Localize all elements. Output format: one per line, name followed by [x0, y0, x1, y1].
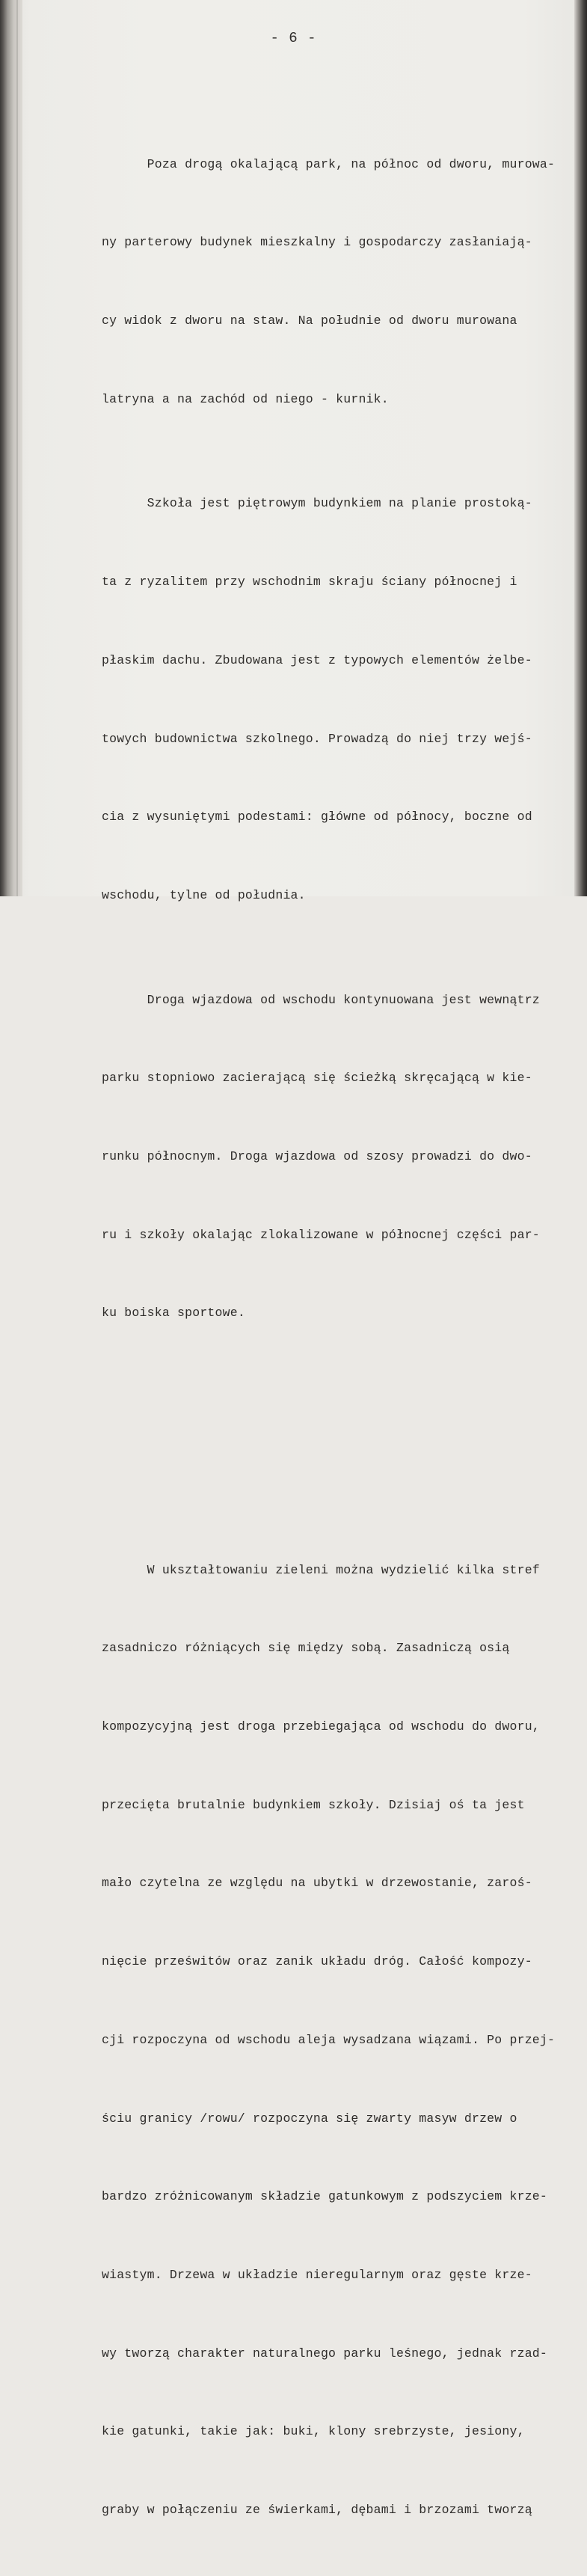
text-line: wiastym. Drzewa w układzie nieregularnym oraz gęste krze-	[102, 2267, 532, 2282]
text-line: wschodu, tylne od południa.	[102, 887, 306, 902]
text-line: bardzo zróżnicowanym składzie gatunkowym z podszyciem krze-	[102, 2189, 547, 2204]
text-line: cy widok z dworu na staw. Na południe od dworu murowana	[102, 313, 517, 328]
text-line: mało czytelna ze względu na ubytki w drzewostanie, zaroś-	[102, 1876, 532, 1891]
text-line: runku północnym. Droga wjazdowa od szosy prowadzi do dwo-	[102, 1148, 532, 1163]
text-line: Szkoła jest piętrowym budynkiem na planie prostoką-	[102, 496, 532, 511]
text-line: ru i szkoły okalając zlokalizowane w północnej części par-	[102, 1227, 540, 1242]
page-number: - 6 -	[270, 30, 317, 46]
text-line: cji rozpoczyna od wschodu aleja wysadzana wiązami. Po przej-	[102, 2032, 556, 2047]
text-line: płaskim dachu. Zbudowana jest z typowych elementów żelbe-	[102, 652, 532, 667]
text-line: parku stopniowo zacierającą się ścieżką skręcającą w kie-	[102, 1071, 532, 1086]
text-line: Poza drogą okalającą park, na północ od dworu, murowa-	[102, 156, 556, 171]
text-line: zasadniczo różniących się między sobą. Zasadniczą osią	[102, 1641, 510, 1656]
text-line: kompozycyjną jest droga przebiegająca od wschodu do dworu,	[102, 1719, 540, 1734]
body-text	[102, 73, 573, 2576]
page-left-edge	[0, 0, 22, 896]
text-line: kie gatunki, takie jak: buki, klony srebrzyste, jesiony,	[102, 2424, 525, 2439]
text-line: ta z ryzalitem przy wschodnim skraju ściany północnej i	[102, 575, 517, 590]
text-line: cia z wysuniętymi podestami: główne od północy, boczne od	[102, 810, 532, 824]
text-line: przecięta brutalnie budynkiem szkoły. Dzisiaj oś ta jest	[102, 1797, 525, 1812]
text-line: W ukształtowaniu zieleni można wydzielić kilka stref	[102, 1562, 540, 1577]
text-line: Droga wjazdowa od wschodu kontynuowana jest wewnątrz	[102, 992, 540, 1007]
page-right-edge	[574, 0, 587, 896]
text-line: nięcie prześwitów oraz zanik układu dróg. Całość kompozy-	[102, 1954, 532, 1969]
text-line: latryna a na zachód od niego - kurnik.	[102, 391, 389, 406]
text-line: towych budownictwa szkolnego. Prowadzą do niej trzy wejś-	[102, 731, 532, 746]
text-line: ściu granicy /rowu/ rozpoczyna się zwarty masyw drzew o	[102, 2111, 517, 2126]
text-line: ku boiska sportowe.	[102, 1306, 245, 1321]
text-line: wy tworzą charakter naturalnego parku leśnego, jednak rzad-	[102, 2346, 547, 2361]
text-line: graby w połączeniu ze świerkami, dębami i brzozami tworzą	[102, 2503, 532, 2518]
text-line: ny parterowy budynek mieszkalny i gospodarczy zasłaniają-	[102, 235, 532, 250]
section-gap	[102, 1405, 573, 1453]
